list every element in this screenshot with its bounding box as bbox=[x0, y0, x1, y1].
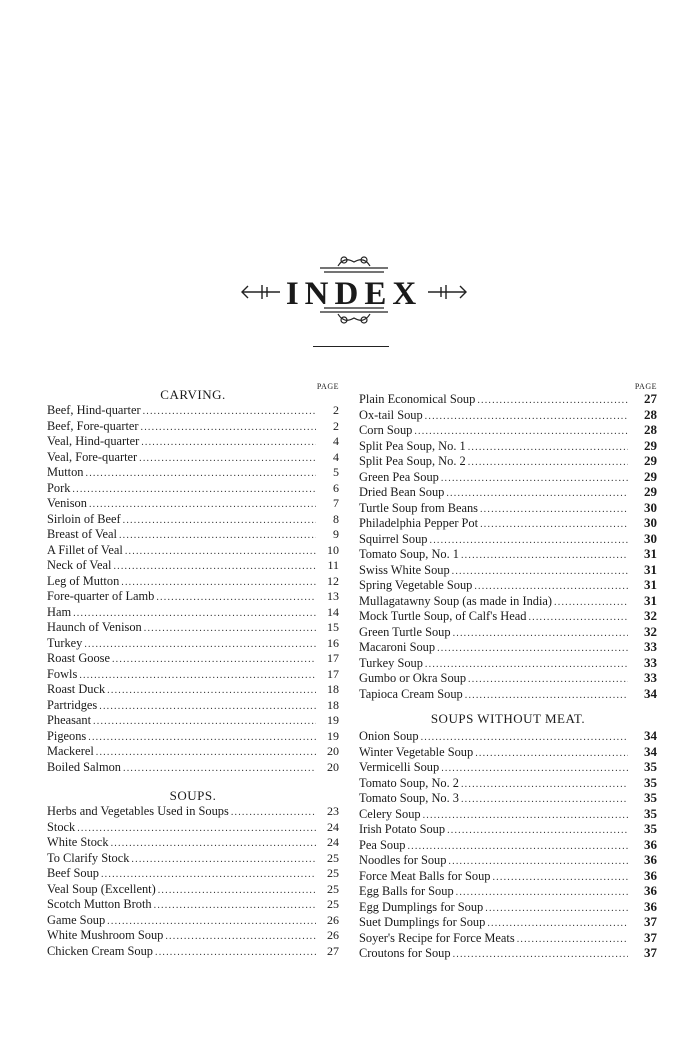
entry-page-number: 37 bbox=[644, 914, 657, 929]
entry-page-number: 35 bbox=[644, 790, 657, 805]
dot-leader bbox=[452, 564, 628, 580]
entry-page-number: 4 bbox=[333, 449, 339, 464]
dot-leader bbox=[107, 683, 316, 699]
index-entry bbox=[47, 682, 339, 698]
entry-page-number: 36 bbox=[644, 836, 657, 852]
dot-leader bbox=[554, 595, 628, 611]
entry-label: Egg Dumplings for Soup bbox=[359, 899, 484, 914]
index-entry bbox=[359, 868, 657, 884]
entry-label: Mock Turtle Soup, of Calf's Head bbox=[359, 609, 527, 623]
dot-leader bbox=[453, 947, 628, 963]
entry-label: Plain Economical Soup bbox=[359, 392, 476, 406]
dot-leader bbox=[79, 668, 316, 684]
index-entry bbox=[47, 882, 339, 898]
entry-label: Beef, Hind-quarter bbox=[47, 403, 141, 417]
entry-page-number: 13 bbox=[327, 589, 339, 603]
dot-leader bbox=[475, 746, 628, 762]
entry-page-number: 24 bbox=[327, 835, 339, 849]
index-entry bbox=[47, 558, 339, 574]
entry-label: Leg of Mutton bbox=[47, 573, 120, 588]
entry-label: Mullagatawny Soup (as made in India) bbox=[359, 593, 553, 608]
entry-label: Haunch of Venison bbox=[47, 620, 142, 634]
index-entry bbox=[359, 422, 657, 438]
dot-leader bbox=[113, 559, 316, 575]
entry-label: Beef Soup bbox=[47, 866, 99, 880]
entry-label: Irish Potato Soup bbox=[359, 822, 446, 836]
entry-label: Gumbo or Okra Soup bbox=[359, 671, 467, 685]
index-entry bbox=[359, 759, 657, 775]
entry-label: Croutons for Soup bbox=[359, 946, 451, 960]
entry-label: Soyer's Recipe for Force Meats bbox=[359, 930, 515, 945]
dot-leader bbox=[461, 792, 628, 808]
entry-page-number: 36 bbox=[644, 852, 657, 867]
entry-page-number: 10 bbox=[327, 542, 339, 557]
entry-label: White Mushroom Soup bbox=[47, 928, 164, 942]
entry-page-number: 27 bbox=[327, 943, 339, 958]
entry-label: Pheasant bbox=[47, 713, 92, 727]
index-entry bbox=[47, 944, 339, 960]
dot-leader bbox=[456, 885, 628, 901]
index-entry bbox=[359, 608, 657, 624]
dot-leader bbox=[99, 699, 316, 715]
entry-label: Turtle Soup from Beans bbox=[359, 500, 478, 515]
entry-page-number: 25 bbox=[327, 881, 339, 896]
index-entry bbox=[47, 605, 339, 621]
index-entry bbox=[47, 713, 339, 729]
entry-label: Stock bbox=[47, 819, 76, 834]
entry-label: Tapioca Cream Soup bbox=[359, 686, 463, 701]
index-entry bbox=[47, 403, 339, 419]
index-entry bbox=[359, 624, 657, 640]
dot-leader bbox=[468, 672, 628, 688]
entry-label: Boiled Salmon bbox=[47, 759, 121, 774]
index-entry bbox=[359, 546, 657, 562]
entry-label: To Clarify Stock bbox=[47, 850, 130, 865]
entry-page-number: 36 bbox=[644, 883, 657, 898]
section-heading-carving: CARVING. bbox=[160, 387, 226, 402]
dot-leader bbox=[485, 901, 628, 917]
dot-leader bbox=[93, 714, 316, 730]
dot-leader bbox=[96, 745, 316, 761]
index-entry bbox=[359, 531, 657, 547]
entry-page-number: 37 bbox=[644, 945, 657, 960]
dot-leader bbox=[112, 652, 316, 668]
dot-leader bbox=[517, 932, 628, 948]
dot-leader bbox=[430, 533, 629, 549]
entry-page-number: 25 bbox=[327, 897, 339, 911]
index-entry bbox=[359, 686, 657, 702]
dot-leader bbox=[528, 610, 628, 626]
entry-page-number: 33 bbox=[644, 654, 657, 670]
entry-page-number: 29 bbox=[644, 468, 657, 484]
dot-leader bbox=[154, 898, 316, 914]
index-entry bbox=[359, 670, 657, 686]
index-entry bbox=[359, 914, 657, 930]
entry-page-number: 28 bbox=[644, 406, 657, 422]
entry-label: Suet Dumplings for Soup bbox=[359, 915, 486, 929]
dot-leader bbox=[84, 637, 316, 653]
dot-leader bbox=[414, 424, 628, 440]
dot-leader bbox=[407, 839, 628, 855]
dot-leader bbox=[107, 914, 316, 930]
index-entry bbox=[47, 866, 339, 882]
entry-label: Veal, Fore-quarter bbox=[47, 449, 138, 464]
dot-leader bbox=[143, 404, 316, 420]
entry-page-number: 36 bbox=[644, 867, 657, 883]
dot-leader bbox=[447, 823, 628, 839]
index-entry bbox=[359, 655, 657, 671]
entry-label: Sirloin of Beef bbox=[47, 511, 121, 526]
entry-page-number: 14 bbox=[327, 604, 339, 619]
entry-page-number: 35 bbox=[644, 774, 657, 790]
index-entry bbox=[359, 639, 657, 655]
dot-leader bbox=[487, 916, 628, 932]
entry-page-number: 33 bbox=[644, 670, 657, 685]
index-entry bbox=[47, 744, 339, 760]
index-entry bbox=[47, 820, 339, 836]
index-entry bbox=[47, 835, 339, 851]
entry-label: Partridges bbox=[47, 697, 98, 712]
entry-page-number: 30 bbox=[644, 499, 657, 515]
index-entry bbox=[359, 484, 657, 500]
entry-page-number: 29 bbox=[644, 453, 657, 468]
index-entry bbox=[47, 620, 339, 636]
index-entry bbox=[47, 636, 339, 652]
index-entry bbox=[47, 698, 339, 714]
index-entry bbox=[359, 744, 657, 760]
entry-page-number: 26 bbox=[327, 928, 339, 942]
dot-leader bbox=[101, 867, 316, 883]
entry-label: Mackerel bbox=[47, 744, 94, 758]
entry-label: White Stock bbox=[47, 835, 109, 849]
dot-leader bbox=[144, 621, 316, 637]
dot-leader bbox=[165, 929, 316, 945]
entry-page-number: 34 bbox=[644, 743, 657, 759]
entry-page-number: 30 bbox=[644, 515, 657, 530]
index-entry bbox=[47, 527, 339, 543]
dot-leader bbox=[155, 945, 316, 961]
dot-leader bbox=[477, 393, 628, 409]
dot-leader bbox=[448, 854, 628, 870]
entry-label: Turkey Soup bbox=[359, 655, 423, 670]
entry-label: A Fillet of Veal bbox=[47, 542, 123, 557]
entry-label: Spring Vegetable Soup bbox=[359, 578, 473, 592]
dot-leader bbox=[141, 435, 316, 451]
dot-leader bbox=[141, 420, 316, 436]
entry-label: Tomato Soup, No. 2 bbox=[359, 775, 459, 790]
index-entry bbox=[359, 883, 657, 899]
entry-page-number: 27 bbox=[644, 391, 657, 406]
entry-page-number: 29 bbox=[644, 437, 657, 453]
entry-page-number: 34 bbox=[644, 685, 657, 701]
entry-page-number: 31 bbox=[644, 546, 657, 561]
dot-leader bbox=[492, 870, 628, 886]
index-entry bbox=[359, 728, 657, 744]
entry-page-number: 11 bbox=[327, 558, 339, 572]
index-entry bbox=[359, 821, 657, 837]
dot-leader bbox=[465, 688, 628, 704]
dot-leader bbox=[119, 528, 316, 544]
dot-leader bbox=[131, 852, 316, 868]
entry-page-number: 20 bbox=[327, 744, 339, 758]
index-entry bbox=[359, 577, 657, 593]
index-entry bbox=[47, 450, 339, 466]
entry-label: Game Soup bbox=[47, 912, 106, 927]
index-entry bbox=[47, 897, 339, 913]
index-entry bbox=[359, 593, 657, 609]
entry-label: Split Pea Soup, No. 1 bbox=[359, 438, 466, 453]
entry-label: Fowls bbox=[47, 666, 78, 681]
entry-label: Noodles for Soup bbox=[359, 853, 447, 867]
soups-list bbox=[47, 804, 339, 959]
dot-leader bbox=[423, 808, 628, 824]
index-entry bbox=[359, 852, 657, 868]
entry-label: Celery Soup bbox=[359, 806, 421, 821]
entry-page-number: 18 bbox=[327, 682, 339, 696]
index-entry bbox=[359, 391, 657, 407]
dot-leader bbox=[453, 626, 628, 642]
index-entry bbox=[359, 930, 657, 946]
entry-page-number: 35 bbox=[644, 821, 657, 836]
flourish-left-icon bbox=[242, 285, 280, 299]
entry-page-number: 12 bbox=[327, 573, 339, 588]
index-entry bbox=[359, 806, 657, 822]
entry-page-number: 8 bbox=[333, 511, 339, 526]
page-title: INDEX bbox=[285, 276, 423, 312]
dot-leader bbox=[72, 482, 316, 498]
dot-leader bbox=[231, 805, 316, 821]
dot-leader bbox=[73, 606, 316, 622]
soups-continued-list bbox=[359, 391, 657, 701]
index-entry bbox=[47, 667, 339, 683]
index-entry bbox=[47, 851, 339, 867]
dot-leader bbox=[123, 761, 316, 777]
section-heading-soups: SOUPS. bbox=[169, 788, 217, 803]
entry-page-number: 6 bbox=[333, 480, 339, 495]
dot-leader bbox=[425, 657, 628, 673]
entry-page-number: 32 bbox=[644, 623, 657, 639]
entry-label: Pigeons bbox=[47, 728, 87, 743]
index-entry bbox=[47, 804, 339, 820]
entry-label: Neck of Veal bbox=[47, 558, 112, 572]
dot-leader bbox=[121, 575, 316, 591]
index-entry bbox=[359, 515, 657, 531]
index-entry bbox=[359, 945, 657, 961]
entry-label: Fore-quarter of Lamb bbox=[47, 589, 155, 603]
index-entry bbox=[47, 574, 339, 590]
index-entry bbox=[359, 407, 657, 423]
section-heading-soups-without-meat: SOUPS WITHOUT MEAT. bbox=[430, 711, 586, 726]
index-entry bbox=[47, 512, 339, 528]
entry-page-number: 20 bbox=[327, 759, 339, 774]
dot-leader bbox=[480, 517, 628, 533]
entry-page-number: 18 bbox=[327, 697, 339, 712]
entry-label: Split Pea Soup, No. 2 bbox=[359, 454, 466, 468]
index-entry bbox=[359, 899, 657, 915]
entry-page-number: 37 bbox=[644, 929, 657, 945]
index-entry bbox=[359, 453, 657, 469]
entry-page-number: 36 bbox=[644, 898, 657, 914]
dot-leader bbox=[421, 730, 628, 746]
entry-page-number: 17 bbox=[327, 651, 339, 665]
entry-label: Roast Goose bbox=[47, 651, 110, 665]
entry-label: Venison bbox=[47, 496, 87, 510]
index-column-left bbox=[47, 382, 339, 959]
entry-label: Ham bbox=[47, 604, 72, 619]
index-entry bbox=[359, 790, 657, 806]
dot-leader bbox=[474, 579, 628, 595]
entry-label: Macaroni Soup bbox=[359, 640, 436, 654]
entry-label: Squirrel Soup bbox=[359, 531, 428, 546]
entry-page-number: 34 bbox=[644, 728, 657, 743]
dot-leader bbox=[468, 455, 628, 471]
entry-page-number: 15 bbox=[327, 620, 339, 634]
index-entry bbox=[47, 543, 339, 559]
entry-page-number: 33 bbox=[644, 639, 657, 654]
entry-page-number: 9 bbox=[333, 527, 339, 541]
entry-label: Green Pea Soup bbox=[359, 469, 439, 484]
index-entry bbox=[47, 589, 339, 605]
dot-leader bbox=[425, 409, 628, 425]
entry-label: Tomato Soup, No. 3 bbox=[359, 791, 459, 805]
entry-label: Turkey bbox=[47, 635, 83, 650]
dot-leader bbox=[446, 486, 628, 502]
entry-page-number: 4 bbox=[333, 434, 339, 448]
entry-label: Onion Soup bbox=[359, 729, 419, 743]
dot-leader bbox=[88, 730, 316, 746]
dot-leader bbox=[441, 761, 628, 777]
entry-label: Philadelphia Pepper Pot bbox=[359, 516, 479, 530]
entry-label: Veal, Hind-quarter bbox=[47, 434, 140, 448]
entry-page-number: 17 bbox=[327, 666, 339, 681]
index-entry bbox=[47, 729, 339, 745]
flourish-right-icon bbox=[428, 285, 466, 299]
carving-list bbox=[47, 403, 339, 775]
dot-leader bbox=[123, 513, 316, 529]
entry-page-number: 31 bbox=[644, 577, 657, 592]
dot-leader bbox=[86, 466, 317, 482]
dot-leader bbox=[111, 836, 316, 852]
entry-page-number: 30 bbox=[644, 530, 657, 546]
entry-page-number: 19 bbox=[327, 728, 339, 743]
entry-page-number: 25 bbox=[327, 866, 339, 880]
entry-label: Veal Soup (Excellent) bbox=[47, 881, 156, 896]
entry-label: Ox-tail Soup bbox=[359, 407, 423, 422]
entry-page-number: 35 bbox=[644, 759, 657, 774]
index-entry bbox=[359, 837, 657, 853]
entry-page-number: 23 bbox=[327, 804, 339, 818]
dot-leader bbox=[139, 451, 316, 467]
index-entry bbox=[47, 913, 339, 929]
index-entry bbox=[47, 434, 339, 450]
entry-label: Mutton bbox=[47, 465, 84, 479]
entry-page-number: 7 bbox=[333, 496, 339, 510]
entry-label: Roast Duck bbox=[47, 682, 106, 696]
index-entry bbox=[359, 500, 657, 516]
index-entry bbox=[359, 438, 657, 454]
dot-leader bbox=[125, 544, 316, 560]
index-entry bbox=[47, 419, 339, 435]
flourish-top-icon bbox=[320, 257, 388, 272]
entry-label: Egg Balls for Soup bbox=[359, 884, 454, 898]
entry-page-number: 24 bbox=[327, 819, 339, 834]
dot-leader bbox=[468, 440, 628, 456]
dot-leader bbox=[461, 777, 628, 793]
entry-label: Herbs and Vegetables Used in Soups bbox=[47, 804, 229, 818]
entry-label: Breast of Veal bbox=[47, 527, 117, 541]
entry-page-number: 31 bbox=[644, 561, 657, 577]
dot-leader bbox=[156, 590, 316, 606]
entry-page-number: 5 bbox=[333, 465, 339, 479]
entry-label: Force Meat Balls for Soup bbox=[359, 868, 491, 883]
entry-page-number: 29 bbox=[644, 484, 657, 499]
soups-without-meat-list bbox=[359, 728, 657, 961]
entry-page-number: 35 bbox=[644, 805, 657, 821]
entry-page-number: 16 bbox=[327, 635, 339, 650]
entry-label: Winter Vegetable Soup bbox=[359, 744, 474, 759]
entry-page-number: 2 bbox=[333, 403, 339, 417]
entry-label: Green Turtle Soup bbox=[359, 624, 451, 639]
entry-page-number: 28 bbox=[644, 422, 657, 437]
entry-label: Scotch Mutton Broth bbox=[47, 897, 152, 911]
entry-page-number: 2 bbox=[333, 418, 339, 433]
title-divider bbox=[313, 346, 389, 347]
index-entry bbox=[47, 760, 339, 776]
entry-page-number: 26 bbox=[327, 912, 339, 927]
entry-label: Corn Soup bbox=[359, 423, 413, 437]
entry-label: Vermicelli Soup bbox=[359, 760, 440, 774]
index-title-ornament bbox=[240, 252, 468, 324]
entry-label: Pork bbox=[47, 480, 71, 495]
entry-label: Beef, Fore-quarter bbox=[47, 418, 139, 433]
index-column-right bbox=[359, 382, 657, 961]
entry-page-number: 32 bbox=[644, 608, 657, 623]
entry-label: Chicken Cream Soup bbox=[47, 943, 153, 958]
page-column-header: PAGE bbox=[316, 382, 339, 391]
dot-leader bbox=[158, 883, 316, 899]
index-entry bbox=[47, 651, 339, 667]
entry-label: Dried Bean Soup bbox=[359, 485, 445, 499]
dot-leader bbox=[480, 502, 628, 518]
index-entry bbox=[47, 496, 339, 512]
index-entry bbox=[359, 469, 657, 485]
entry-label: Swiss White Soup bbox=[359, 562, 450, 577]
entry-page-number: 25 bbox=[327, 850, 339, 865]
entry-label: Pea Soup bbox=[359, 837, 406, 852]
dot-leader bbox=[89, 497, 316, 513]
index-entry bbox=[47, 481, 339, 497]
dot-leader bbox=[441, 471, 628, 487]
entry-page-number: 19 bbox=[327, 713, 339, 727]
index-entry bbox=[47, 465, 339, 481]
entry-page-number: 31 bbox=[644, 592, 657, 608]
dot-leader bbox=[437, 641, 628, 657]
index-entry bbox=[359, 562, 657, 578]
entry-label: Tomato Soup, No. 1 bbox=[359, 547, 459, 561]
index-entry bbox=[47, 928, 339, 944]
page-column-header: PAGE bbox=[634, 382, 657, 391]
dot-leader bbox=[77, 821, 316, 837]
dot-leader bbox=[461, 548, 628, 564]
index-entry bbox=[359, 775, 657, 791]
